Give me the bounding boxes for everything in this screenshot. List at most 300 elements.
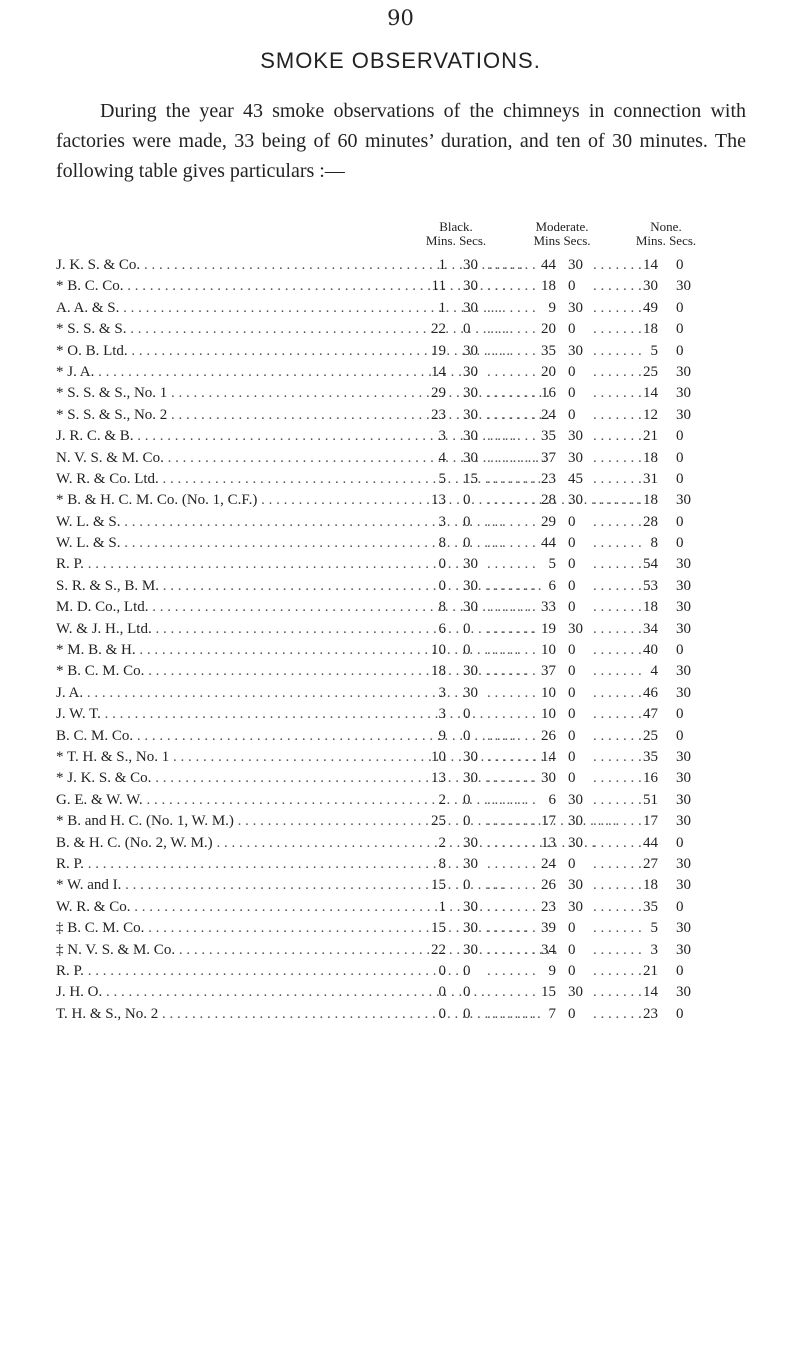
leader-dots: . . . . . . . [487,449,536,466]
none-secs: 0 [676,962,684,979]
moderate-secs: 0 [568,663,576,680]
row-name: J. R. C. & B. . . . [56,428,432,445]
row-name: * S. S. & S., No. 1 . . . [56,385,432,402]
black-secs: 30 [463,770,478,787]
black-mins: 9 [438,727,446,744]
table-row [0,897,801,918]
leader-dots: . . . . . . . [593,920,642,937]
black-mins: 2 [438,791,446,808]
row-name: * B. C. M. Co. . . . [56,663,432,680]
none-secs: 0 [676,727,684,744]
moderate-secs: 0 [568,513,576,530]
leader-dots: . . . . . . . [487,1005,536,1022]
none-mins: 18 [643,599,658,616]
none-secs: 30 [676,684,691,701]
table-row [0,619,801,640]
table-row [0,597,801,618]
leader-dots: . . . . . . . [487,556,536,573]
moderate-mins: 16 [541,385,556,402]
table-row [0,918,801,939]
table-row [0,726,801,747]
moderate-secs: 45 [568,470,583,487]
none-secs: 30 [676,813,691,830]
black-secs: 30 [463,385,478,402]
row-name: J. W. T. . . . [56,706,432,723]
black-secs: 0 [463,642,471,659]
table-row [0,790,801,811]
header-none-title: None. [650,219,682,234]
moderate-secs: 30 [568,428,583,445]
table-row [0,448,801,469]
black-secs: 15 [463,470,478,487]
table-row [0,704,801,725]
moderate-mins: 20 [541,321,556,338]
moderate-mins: 24 [541,855,556,872]
leader-dots: . . . . . . . [487,748,536,765]
moderate-mins: 33 [541,599,556,616]
moderate-secs: 0 [568,684,576,701]
table-row [0,341,801,362]
black-secs: 30 [463,855,478,872]
leader-dots: . . . . . . . [593,620,642,637]
black-mins: 10 [431,748,446,765]
leader-dots: . . . . . . . [487,406,536,423]
black-mins: 8 [438,535,446,552]
table-row [0,405,801,426]
none-mins: 25 [643,363,658,380]
table-row [0,490,801,511]
black-mins: 3 [438,428,446,445]
row-name: W. L. & S. . . . [56,514,432,531]
leader-dots: . . . . . . . [487,577,536,594]
none-secs: 30 [676,278,691,295]
leader-dots: . . . . . . . [593,855,642,872]
leader-dots: . . . . . . . [487,684,536,701]
black-secs: 30 [463,684,478,701]
none-mins: 27 [643,855,658,872]
black-mins: 3 [438,706,446,723]
none-mins: 25 [643,727,658,744]
none-secs: 30 [676,599,691,616]
row-name: R. P. . . . [56,556,432,573]
black-mins: 0 [438,556,446,573]
leader-dots: . . . . . . . [487,492,536,509]
none-secs: 30 [676,492,691,509]
leader-dots: . . . . . . . [593,962,642,979]
none-secs: 30 [676,556,691,573]
none-secs: 30 [676,920,691,937]
moderate-mins: 44 [541,257,556,273]
black-mins: 1 [438,898,446,915]
table-row [0,362,801,383]
table-row [0,875,801,896]
moderate-secs: 0 [568,941,576,958]
moderate-secs: 0 [568,556,576,573]
page-number: 90 [387,6,414,30]
black-mins: 8 [438,855,446,872]
none-secs: 0 [676,257,684,273]
black-secs: 0 [463,492,471,509]
leader-dots: . . . . . . . [593,748,642,765]
table-row [0,426,801,447]
black-secs: 30 [463,599,478,616]
none-secs: 30 [676,770,691,787]
leader-dots: . . . . . . . [593,363,642,380]
none-mins: 21 [643,428,658,445]
moderate-secs: 0 [568,920,576,937]
table-row [0,1004,801,1025]
table-row [0,640,801,661]
moderate-secs: 30 [568,877,583,894]
moderate-mins: 7 [548,1005,556,1022]
leader-dots: . . . . . . . [487,363,536,380]
none-secs: 30 [676,941,691,958]
moderate-mins: 9 [548,962,556,979]
black-mins: 15 [431,877,446,894]
moderate-secs: 30 [568,449,583,466]
leader-dots: . . . . . . . [487,984,536,1001]
table-row [0,554,801,575]
none-mins: 3 [650,941,658,958]
black-secs: 30 [463,342,478,359]
row-name: J. K. S. & Co. . . . [56,257,432,274]
none-mins: 16 [643,770,658,787]
black-secs: 0 [463,791,471,808]
row-name: * S. S. & S. . . . [56,321,432,338]
none-secs: 0 [676,428,684,445]
none-mins: 40 [643,642,658,659]
black-secs: 0 [463,513,471,530]
leader-dots: . . . . . . . [593,513,642,530]
moderate-mins: 23 [541,470,556,487]
moderate-secs: 0 [568,748,576,765]
table-row [0,833,801,854]
moderate-secs: 30 [568,492,583,509]
none-mins: 17 [643,813,658,830]
leader-dots: . . . . . . . [593,877,642,894]
leader-dots: . . . . . . . [593,470,642,487]
black-secs: 0 [463,962,471,979]
row-name: W. R. & Co. . . . [56,899,432,916]
leader-dots: . . . . . . . [593,492,642,509]
leader-dots: . . . . . . . [487,706,536,723]
moderate-secs: 0 [568,321,576,338]
none-secs: 0 [676,342,684,359]
none-mins: 46 [643,684,658,701]
row-name: ‡ B. C. M. Co. . . . [56,920,432,937]
none-mins: 12 [643,406,658,423]
leader-dots: . . . . . . . [593,577,642,594]
none-mins: 35 [643,748,658,765]
moderate-secs: 0 [568,642,576,659]
moderate-secs: 0 [568,855,576,872]
table-row [0,683,801,704]
table-row [0,576,801,597]
header-moderate-title: Moderate. [535,219,589,234]
moderate-mins: 37 [541,663,556,680]
moderate-mins: 20 [541,363,556,380]
row-name: G. E. & W. W. . . . [56,792,432,809]
leader-dots: . . . . . . . [593,342,642,359]
moderate-mins: 44 [541,535,556,552]
black-mins: 6 [438,620,446,637]
row-name: * B. and H. C. (No. 1, W. M.) . . . [56,813,432,830]
none-secs: 30 [676,620,691,637]
table-row [0,747,801,768]
table-row [0,298,801,319]
black-mins: 8 [438,599,446,616]
black-mins: 5 [438,470,446,487]
moderate-mins: 10 [541,706,556,723]
none-mins: 31 [643,470,658,487]
none-secs: 0 [676,299,684,316]
black-secs: 30 [463,898,478,915]
table-row [0,961,801,982]
header-none-sub: Mins. Secs. [635,233,697,248]
none-secs: 30 [676,385,691,402]
moderate-mins: 37 [541,449,556,466]
moderate-mins: 30 [541,770,556,787]
leader-dots: . . . . . . . [593,299,642,316]
black-mins: 11 [431,278,446,295]
leader-dots: . . . . . . . [487,642,536,659]
row-name: B. C. M. Co. . . . [56,728,432,745]
black-mins: 23 [431,406,446,423]
moderate-mins: 26 [541,877,556,894]
moderate-mins: 28 [541,492,556,509]
row-name: R. P. . . . [56,856,432,873]
table-row [0,982,801,1003]
moderate-secs: 0 [568,363,576,380]
leader-dots: . . . . . . . [593,556,642,573]
moderate-mins: 10 [541,642,556,659]
leader-dots: . . . . . . . [487,663,536,680]
leader-dots: . . . . . . . [593,321,642,338]
black-secs: 0 [463,620,471,637]
leader-dots: . . . . . . . [487,535,536,552]
moderate-secs: 30 [568,834,583,851]
black-mins: 0 [438,962,446,979]
moderate-mins: 10 [541,684,556,701]
none-mins: 30 [643,278,658,295]
intro-paragraph [56,96,746,186]
header-moderate [522,220,602,248]
none-mins: 8 [650,535,658,552]
row-name: * W. and I. . . . [56,877,432,894]
moderate-secs: 0 [568,770,576,787]
none-mins: 34 [643,620,658,637]
table-row [0,469,801,490]
row-name: * J. K. S. & Co. . . . [56,770,432,787]
leader-dots: . . . . . . . [487,877,536,894]
table-row [0,533,801,554]
leader-dots: . . . . . . . [487,834,536,851]
none-mins: 18 [643,492,658,509]
none-mins: 35 [643,898,658,915]
header-moderate-sub: Mins Secs. [533,233,591,248]
moderate-mins: 17 [541,813,556,830]
leader-dots: . . . . . . . [593,278,642,295]
black-secs: 30 [463,748,478,765]
none-secs: 0 [676,535,684,552]
black-mins: 0 [438,1005,446,1022]
leader-dots: . . . . . . . [487,791,536,808]
leader-dots: . . . . . . . [593,642,642,659]
black-secs: 0 [463,727,471,744]
leader-dots: . . . . . . . [593,535,642,552]
moderate-mins: 9 [548,299,556,316]
leader-dots: . . . . . . . [487,813,536,830]
moderate-secs: 0 [568,385,576,402]
row-name: * B. C. Co. . . . [56,278,432,295]
table-row [0,811,801,832]
leader-dots: . . . . . . . [487,941,536,958]
row-name: * O. B. Ltd. . . . [56,343,432,360]
none-secs: 30 [676,406,691,423]
table-row [0,383,801,404]
black-mins: 25 [431,813,446,830]
moderate-secs: 0 [568,577,576,594]
none-mins: 23 [643,1005,658,1022]
none-mins: 14 [643,257,658,273]
black-secs: 30 [463,363,478,380]
leader-dots: . . . . . . . [487,385,536,402]
table-row [0,854,801,875]
moderate-mins: 13 [541,834,556,851]
header-none [626,220,706,248]
moderate-secs: 30 [568,898,583,915]
table-row [0,661,801,682]
moderate-mins: 14 [541,748,556,765]
none-secs: 0 [676,470,684,487]
leader-dots: . . . . . . . [593,684,642,701]
leader-dots: . . . . . . . [487,898,536,915]
black-secs: 30 [463,577,478,594]
none-mins: 5 [650,920,658,937]
moderate-secs: 0 [568,406,576,423]
black-mins: 22 [431,321,446,338]
none-mins: 54 [643,556,658,573]
black-secs: 0 [463,877,471,894]
row-name: M. D. Co., Ltd. . . . [56,599,432,616]
leader-dots: . . . . . . . [593,599,642,616]
leader-dots: . . . . . . . [487,299,536,316]
black-mins: 22 [431,941,446,958]
moderate-mins: 18 [541,278,556,295]
page-title: SMOKE OBSERVATIONS. [260,48,541,73]
leader-dots: . . . . . . . [593,406,642,423]
none-mins: 4 [650,663,658,680]
leader-dots: . . . . . . . [593,663,642,680]
leader-dots: . . . . . . . [487,428,536,445]
row-name: N. V. S. & M. Co. . . . [56,450,432,467]
black-secs: 0 [463,706,471,723]
row-name: * J. A. . . . [56,364,432,381]
table-row [0,276,801,297]
table-row [0,255,801,276]
moderate-secs: 30 [568,342,583,359]
moderate-mins: 5 [548,556,556,573]
black-secs: 0 [463,1005,471,1022]
none-mins: 18 [643,321,658,338]
none-secs: 0 [676,642,684,659]
moderate-secs: 0 [568,599,576,616]
leader-dots: . . . . . . . [487,599,536,616]
black-mins: 1 [438,257,446,273]
row-name: * B. & H. C. M. Co. (No. 1, C.F.) . . . [56,492,432,509]
moderate-mins: 24 [541,406,556,423]
none-secs: 30 [676,877,691,894]
black-secs: 0 [463,321,471,338]
moderate-mins: 29 [541,513,556,530]
black-secs: 30 [463,299,478,316]
black-secs: 30 [463,428,478,445]
leader-dots: . . . . . . . [593,941,642,958]
none-mins: 14 [643,984,658,1001]
black-mins: 3 [438,513,446,530]
black-secs: 30 [463,920,478,937]
black-mins: 15 [431,920,446,937]
moderate-secs: 30 [568,813,583,830]
black-mins: 14 [431,363,446,380]
moderate-secs: 0 [568,535,576,552]
moderate-secs: 30 [568,257,583,273]
leader-dots: . . . . . . . [487,620,536,637]
moderate-mins: 19 [541,620,556,637]
black-secs: 30 [463,941,478,958]
none-mins: 21 [643,962,658,979]
black-mins: 13 [431,492,446,509]
black-mins: 19 [431,342,446,359]
row-name: S. R. & S., B. M. . . . [56,578,432,595]
none-mins: 28 [643,513,658,530]
row-name: W. & J. H., Ltd. . . . [56,621,432,638]
moderate-mins: 26 [541,727,556,744]
leader-dots: . . . . . . . [593,449,642,466]
none-mins: 44 [643,834,658,851]
black-secs: 30 [463,834,478,851]
row-name: R. P. . . . [56,963,432,980]
moderate-secs: 30 [568,620,583,637]
intro-text: During the year 43 smoke observations of the chimneys in connection with factories were made, 33 being of 60 minutes’ duration, and ten of 30 minutes. The following table gives particulars :— [56,100,746,182]
leader-dots: . . . . . . . [487,920,536,937]
row-name: W. R. & Co. Ltd. . . . [56,471,432,488]
none-mins: 47 [643,706,658,723]
moderate-mins: 23 [541,898,556,915]
black-secs: 0 [463,813,471,830]
moderate-mins: 6 [548,577,556,594]
row-name: ‡ N. V. S. & M. Co. . . . [56,942,432,959]
none-secs: 30 [676,748,691,765]
moderate-secs: 30 [568,791,583,808]
moderate-secs: 0 [568,1005,576,1022]
table-row [0,512,801,533]
none-secs: 0 [676,834,684,851]
none-secs: 0 [676,898,684,915]
leader-dots: . . . . . . . [593,1005,642,1022]
none-secs: 30 [676,663,691,680]
black-secs: 30 [463,257,478,273]
leader-dots: . . . . . . . [487,770,536,787]
moderate-secs: 0 [568,962,576,979]
none-secs: 30 [676,984,691,1001]
leader-dots: . . . . . . . [487,321,536,338]
leader-dots: . . . . . . . [593,727,642,744]
row-name: A. A. & S. . . . [56,300,432,317]
black-secs: 30 [463,449,478,466]
row-name: W. L. & S. . . . [56,535,432,552]
black-mins: 0 [438,984,446,1001]
